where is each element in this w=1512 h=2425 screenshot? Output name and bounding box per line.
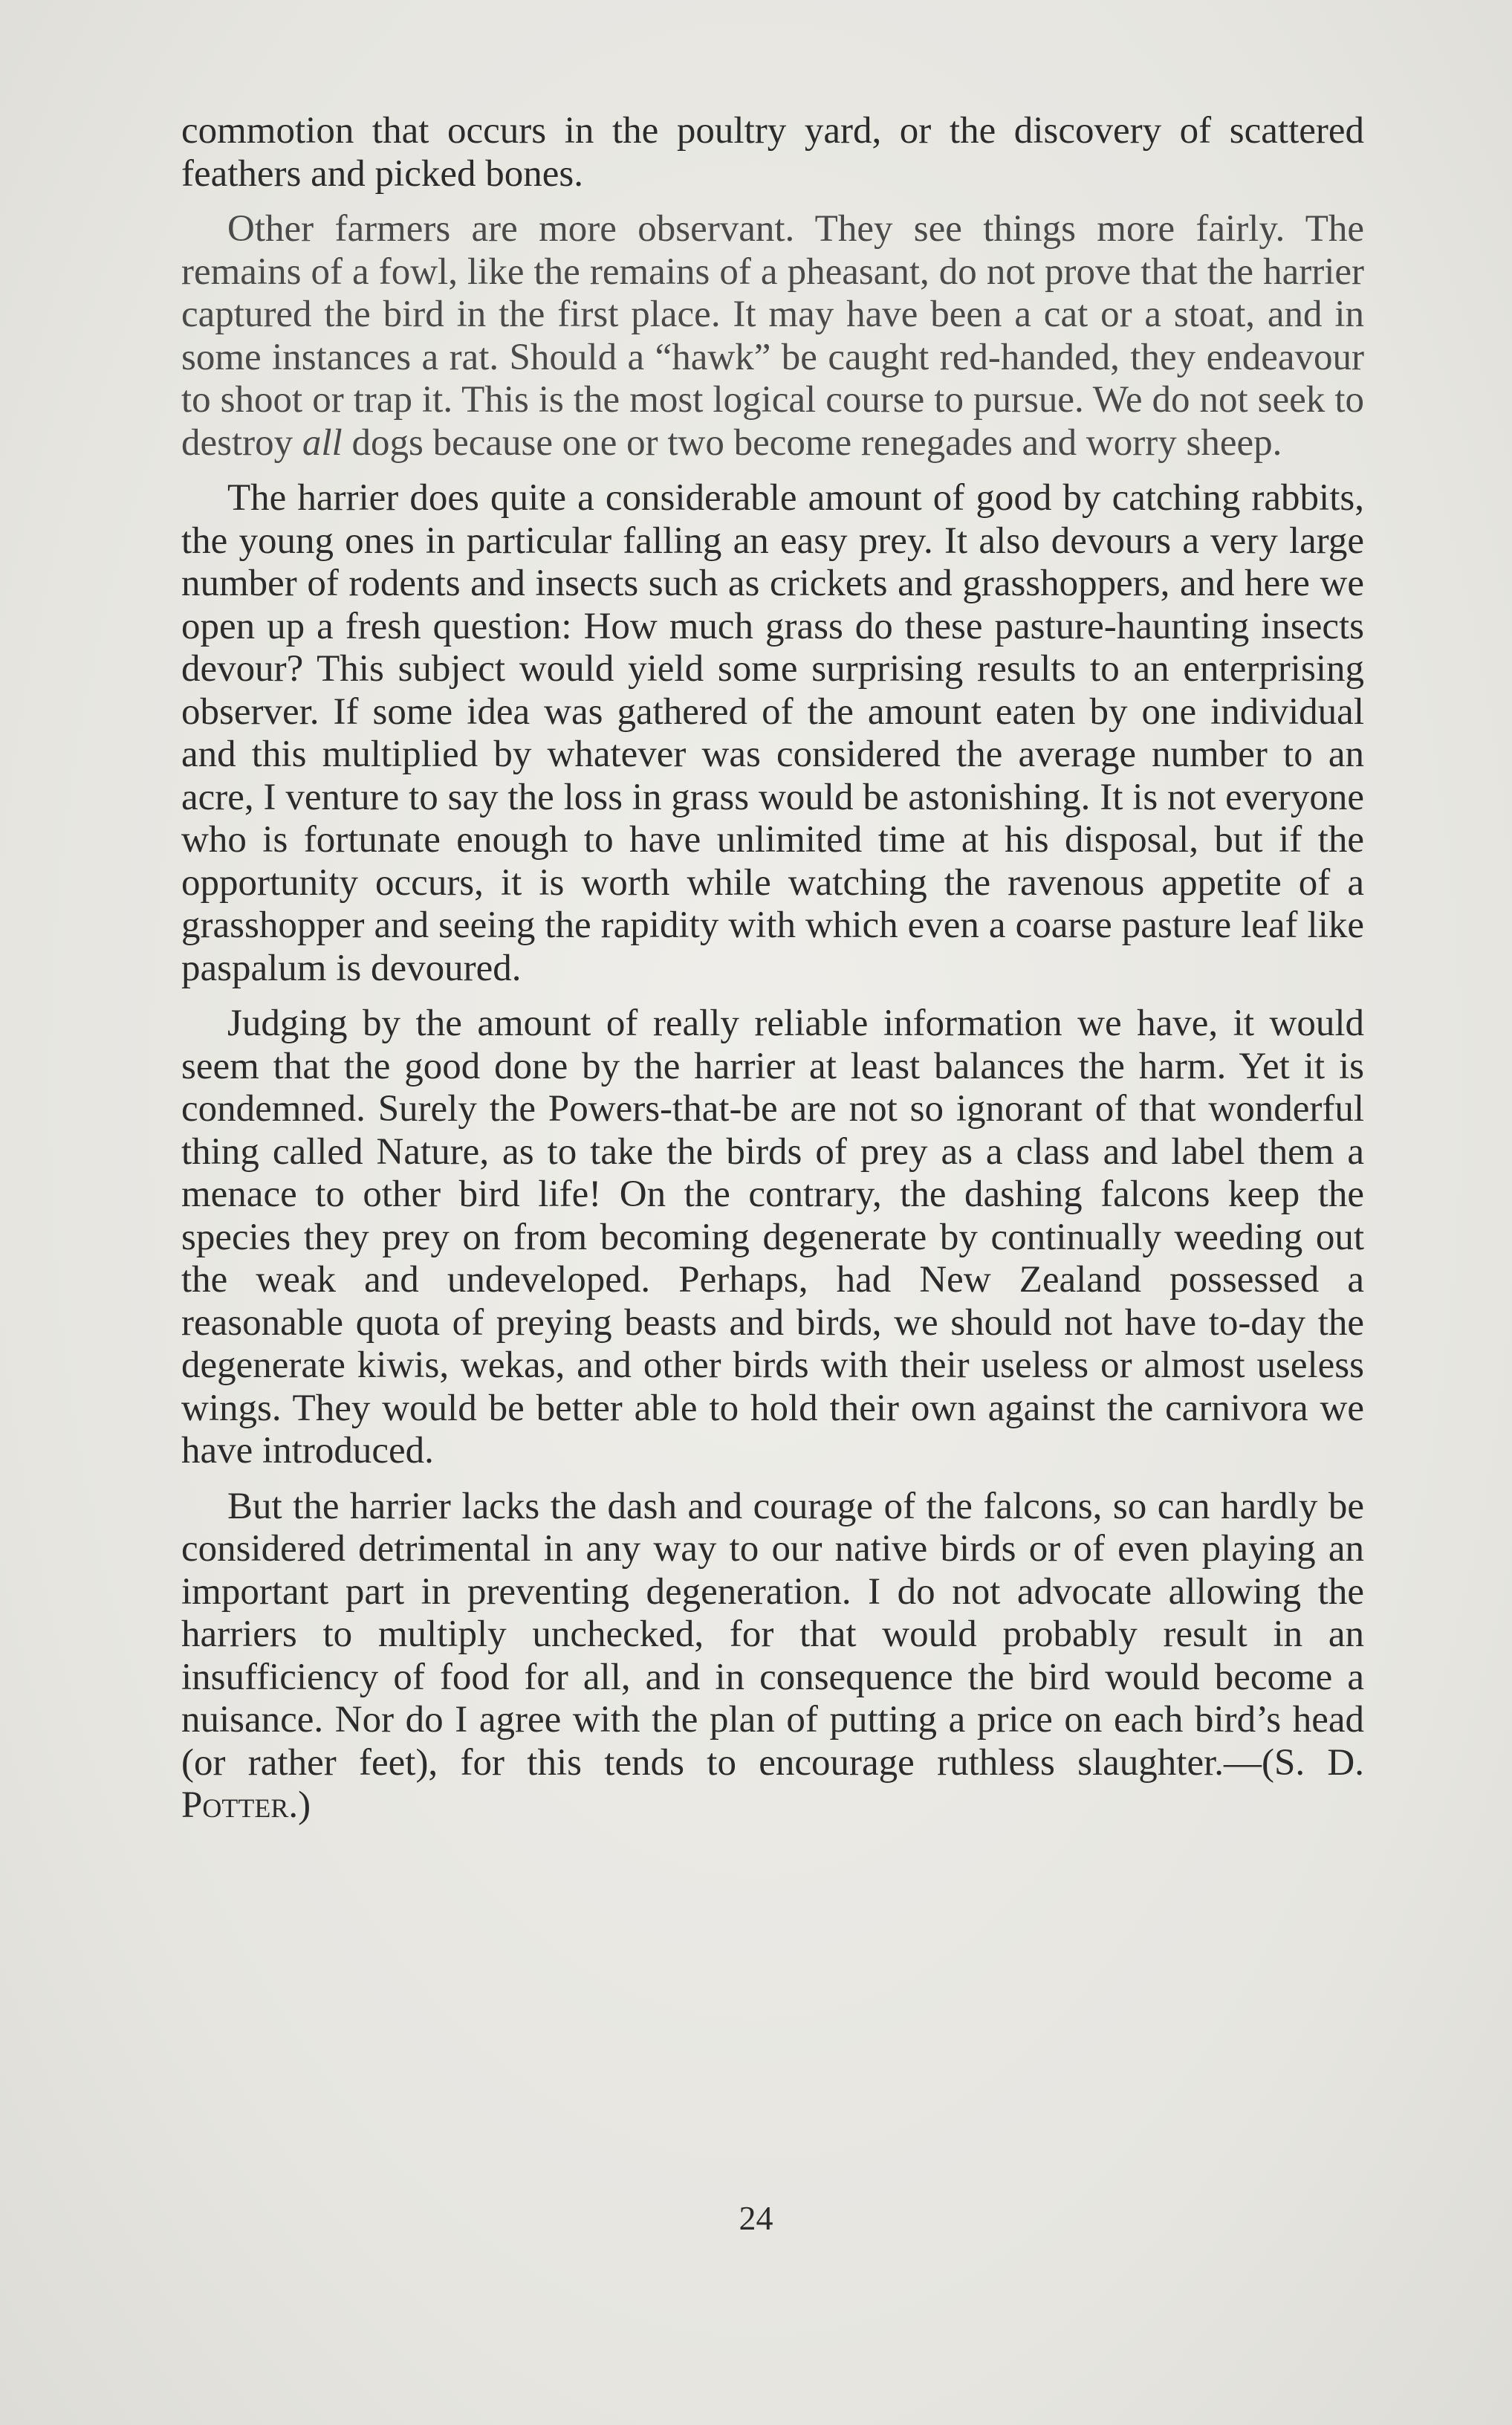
page-number: 24 bbox=[739, 2199, 773, 2237]
paragraph-1 bbox=[181, 110, 1364, 195]
paragraph-2-text: Other farmers are more observant. They see things more fairly. The remains of a fowl, like the remains of a pheasant, do not prove that the harrier captured the bird in the first place. It may have been a cat or a stoat, and in some instances a rat. Should a “hawk” be caught red-handed, they endeavour to shoot or trap it. This is the most logical course to pursue. We do not seek to destroy bbox=[181, 208, 1364, 464]
paragraph-5 bbox=[181, 1486, 1364, 1827]
paragraph-1-text: commotion that occurs in the poultry yard, or the discovery of scattered feathers and picked bones. bbox=[181, 110, 1364, 195]
body-text bbox=[181, 110, 1364, 1840]
paragraph-4-text: Judging by the amount of really reliable information we have, it would seem that the good done by the harrier at least balances the harm. Yet it is condemned. Surely the Powers-that-be are not so ignorant of that wonderful thing called Nature, as to take the birds of prey as a class and label them a menace to other bird life! On the contrary, the dashing falcons keep the species they prey on from becoming degenerate by continually weeding out the weak and undeveloped. Perhaps, had New Zealand possessed a reasonable quota of preying beasts and birds, we should not have to-day the degenerate kiwis, wekas, and other birds with their useless or almost useless wings. They would be better able to hold their own against the carnivora we have introduced. bbox=[181, 1003, 1364, 1471]
paragraph-3 bbox=[181, 477, 1364, 990]
paragraph-5-text-after: .) bbox=[288, 1784, 311, 1826]
author-name: Potter bbox=[181, 1784, 289, 1826]
paragraph-2-italic-word: all bbox=[302, 421, 343, 464]
paragraph-3-text: The harrier does quite a considerable amount of good by catching rabbits, the young ones in particular falling an easy prey. It also devours a very large number of rodents and insects such as crickets and grasshoppers, and here we open up a fresh question: How much grass do these pasture-haunting insects devour? This subject would yield some surprising results to an enterprising observer. If some idea was gathered of the amount eaten by one individual and this multiplied by whatever was considered the average number to an acre, I venture to say the loss in grass would be astonishing. It is not everyone who is fortunate enough to have unlimited time at his disposal, but if the opportunity occurs, it is worth while watching the ravenous appetite of a grasshopper and seeing the rapidity with which even a coarse pasture leaf like paspalum is devoured. bbox=[181, 477, 1364, 989]
paragraph-2 bbox=[181, 208, 1364, 464]
paragraph-5-text: But the harrier lacks the dash and courage of the falcons, so can hardly be considered detrimental in any way to our native birds or of even playing an important part in preventing degeneration. I do not advocate allowing the harriers to multiply unchecked, for that would probably result in an insufficiency of food for all, and in consequence the bird would become a nuisance. Nor do I agree with the plan of putting a price on each bird’s head (or rather feet), for this tends to encourage ruthless slaughter.—(S. D. bbox=[181, 1485, 1364, 1784]
paragraph-2-text-after: dogs because one or two become renegades and worry sheep. bbox=[342, 421, 1282, 464]
paragraph-4 bbox=[181, 1003, 1364, 1473]
